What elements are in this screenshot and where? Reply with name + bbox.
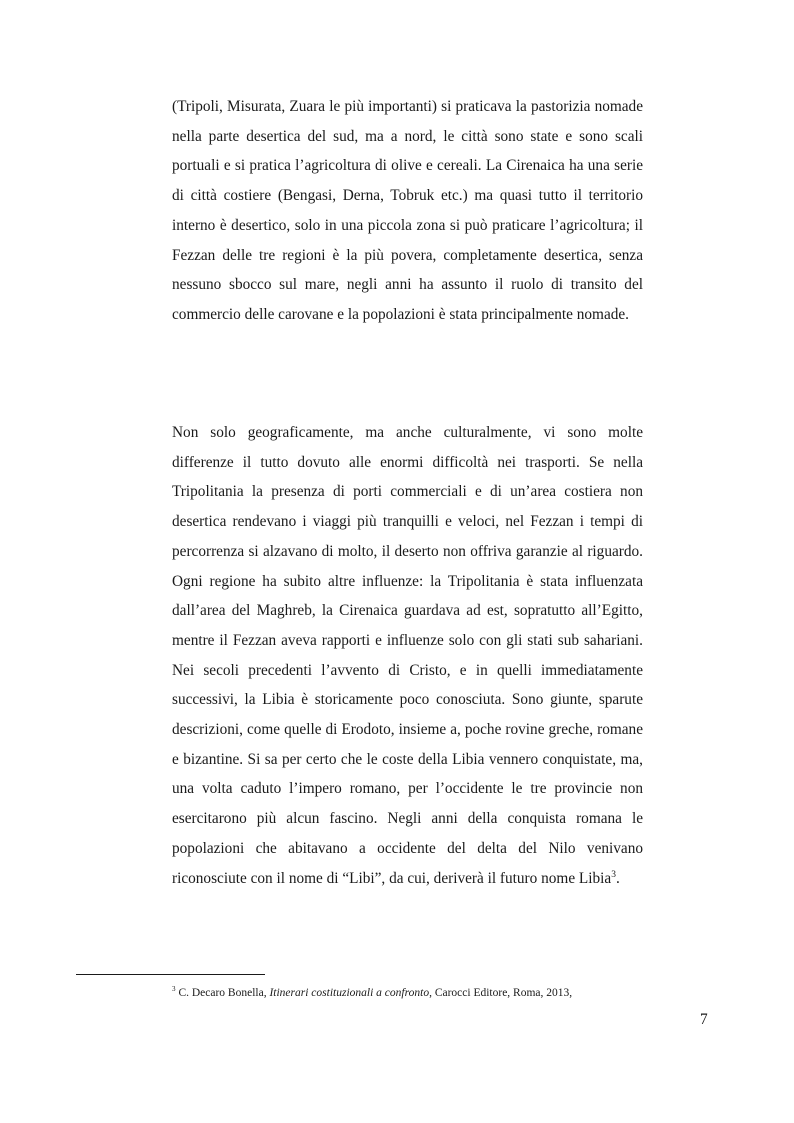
footnote-publisher: , Carocci Editore, Roma, 2013, <box>429 987 573 999</box>
footnote-number: 3 <box>172 985 176 994</box>
footnote-reference: 3 <box>611 869 616 880</box>
page-number: 7 <box>700 1011 708 1028</box>
body-paragraph-2-text: Non solo geograficamente, ma anche culturalmente, vi sono molte differenze il tutto dovuto alle enormi difficoltà nei trasporti. Se nella Tripolitania la presenza di porti commerciali e di un’area costiera non desertica rendevano i viaggi più tranquilli e veloci, nel Fezzan i tempi di percorrenza si alzavano di molto, il deserto non offriva garanzie al riguardo. Ogni regione ha subito altre influenze: la Tripolitania è stata influenzata dall’area del Maghreb, la Cirenaica guardava ad est, sopratutto all’Egitto, mentre il Fezzan aveva rapporti e influenze solo con gli stati sub sahariani. Nei secoli precedenti l’avvento di Cristo, e in quelli immediatamente successivi, la Libia è storicamente poco conosciuta. Sono giunte, sparute descrizioni, come quelle di Erodoto, insieme a, poche rovine greche, romane e bizantine. Si sa per certo che le coste della Libia vennero conquistate, ma, una volta caduto l’impero romano, per l’occidente le tre provincie non esercitarono più alcun fascino. Negli anni della conquista romana le popolazioni che abitavano a occidente del delta del Nilo venivano riconosciute con il nome di “Libi”, da cui, deriverà il futuro nome Libia <box>172 424 643 887</box>
footnote-separator <box>76 974 265 975</box>
footnote-title: Itinerari costituzionali a confronto <box>269 987 430 999</box>
footnote <box>172 985 652 1001</box>
body-paragraph-2 <box>172 418 643 893</box>
body-paragraph-1: (Tripoli, Misurata, Zuara le più importanti) si praticava la pastorizia nomade nella parte desertica del sud, ma a nord, le città sono state e sono scali portuali e si pratica l’agricoltura di olive e cereali. La Cirenaica ha una serie di città costiere (Bengasi, Derna, Tobruk etc.) ma quasi tutto il territorio interno è desertico, solo in una piccola zona si può praticare l’agricoltura; il Fezzan delle tre regioni è la più povera, completamente desertica, senza nessuno sbocco sul mare, negli anni ha assunto il ruolo di transito del commercio delle carovane e la popolazioni è stata principalmente nomade. <box>172 98 643 323</box>
paragraph-end-period: . <box>615 869 620 887</box>
footnote-author: C. Decaro Bonella, <box>175 987 270 999</box>
